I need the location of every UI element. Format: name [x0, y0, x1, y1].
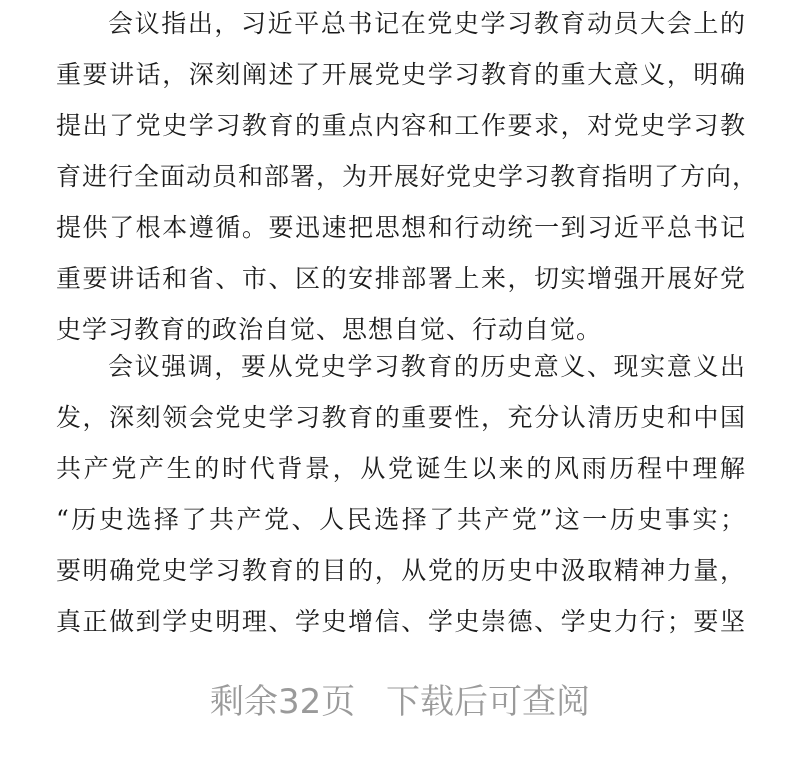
text-line: 真正做到学史明理、学史增信、学史崇德、学史力行；要坚 — [56, 607, 746, 636]
text-line: 会议强调，要从党史学习教育的历史意义、现实意义出 — [108, 352, 746, 381]
text-line: 提供了根本遵循。要迅速把思想和行动统一到习近平总书记 — [56, 213, 746, 242]
text-line: 重要讲话，深刻阐述了开展党史学习教育的重大意义，明确 — [56, 60, 746, 89]
text-line: 育进行全面动员和部署，为开展好党史学习教育指明了方向， — [56, 162, 759, 191]
text-line: 重要讲话和省、市、区的安排部署上来，切实增强开展好党 — [56, 264, 746, 293]
text-line: 要明确党史学习教育的目的，从党的历史中汲取精神力量， — [56, 556, 746, 585]
text-line: 发，深刻领会党史学习教育的重要性，充分认清历史和中国 — [56, 403, 746, 432]
paragraph-2 — [56, 341, 746, 647]
text-line: 史学习教育的政治自觉、思想自觉、行动自觉。 — [56, 315, 603, 344]
paragraph-1 — [56, 0, 759, 355]
text-line: 提出了党史学习教育的重点内容和工作要求，对党史学习教 — [56, 111, 746, 140]
text-line: 会议指出，习近平总书记在党史学习教育动员大会上的 — [108, 9, 746, 38]
text-line: 共产党产生的时代背景，从党诞生以来的风雨历程中理解 — [56, 454, 746, 483]
remaining-pages-download-link[interactable]: 剩余32页 下载后可查阅 — [209, 682, 591, 722]
text-line: “历史选择了共产党、人民选择了共产党”这一历史事实； — [56, 505, 746, 534]
